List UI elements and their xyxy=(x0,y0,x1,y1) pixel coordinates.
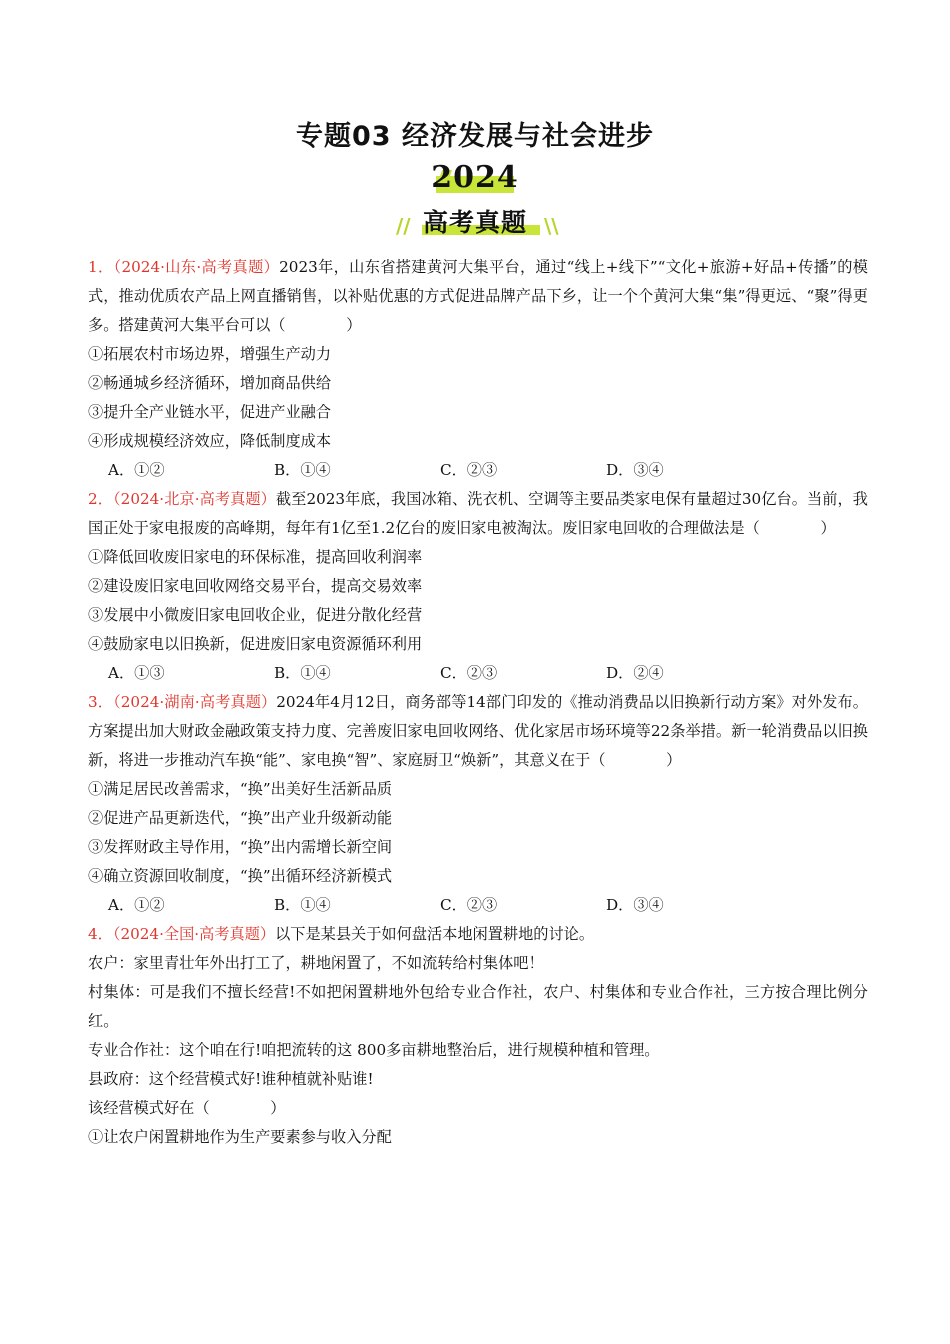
question-source: （2024·北京·高考真题） xyxy=(113,490,276,508)
question-text: 截至2023年底，我国冰箱、洗衣机、空调等主要品类家电保有量超过30亿台。当前，我国正处于家电报废的高峰期，每年有1亿至1.2亿台的废旧家电被淘汰。废旧家电回收的合理做法是（ ） xyxy=(88,490,868,537)
question-2-choices xyxy=(88,659,868,688)
question-number: 2． xyxy=(88,490,113,508)
choice-a: A．①② xyxy=(108,461,165,479)
question-list xyxy=(88,253,868,1152)
question-number: 4． xyxy=(88,925,113,943)
question-4-dialog: 村集体：可是我们不擅长经营!不如把闲置耕地外包给专业合作社，农户、村集体和专业合作社，三方按合理比例分红。 xyxy=(88,983,868,1030)
question-4-dialog: 县政府：这个经营模式好!谁种植就补贴谁! xyxy=(88,1070,374,1088)
question-1-item: ④形成规模经济效应，降低制度成本 xyxy=(88,432,331,450)
question-4-item: ①让农户闲置耕地作为生产要素参与收入分配 xyxy=(88,1128,392,1146)
question-text: 2024年4月12日，商务部等14部门印发的《推动消费品以旧换新行动方案》对外发布。方案提出加大财政金融政策支持力度、完善废旧家电回收网络、优化家居市场环境等22条举措。新一轮消费品以旧换新，将进一步推动汽车换“能”、家电换“智”、家庭厨卫“焕新”，其意义在于（ ） xyxy=(88,693,868,769)
choice-a: A．①③ xyxy=(108,664,165,682)
page-title: 专题03 经济发展与社会进步 xyxy=(296,121,654,152)
question-3-item: ①满足居民改善需求，“换”出美好生活新品质 xyxy=(88,780,393,798)
question-1-stem xyxy=(88,253,868,340)
choice-c: C．②③ xyxy=(440,664,498,682)
question-source: （2024·湖南·高考真题） xyxy=(113,693,277,711)
choice-c: C．②③ xyxy=(440,896,498,914)
choice-b: B．①④ xyxy=(274,896,331,914)
choice-d: D．②④ xyxy=(606,664,664,682)
question-number: 3． xyxy=(88,693,114,711)
question-2-stem xyxy=(88,485,868,543)
choice-d: D．③④ xyxy=(606,461,664,479)
question-2-item: ②建设废旧家电回收网络交易平台，提高交易效率 xyxy=(88,577,423,595)
section-badge: 高考真题 xyxy=(422,208,527,237)
question-number: 1． xyxy=(88,258,114,276)
choice-b: B．①④ xyxy=(274,664,331,682)
question-1-item: ②畅通城乡经济循环，增加商品供给 xyxy=(88,374,331,392)
choice-b: B．①④ xyxy=(274,461,331,479)
question-4-dialog: 专业合作社：这个咱在行!咱把流转的这 800多亩耕地整治后，进行规模种植和管理。 xyxy=(88,1041,660,1059)
choice-c: C．②③ xyxy=(440,461,498,479)
question-3-item: ③发挥财政主导作用，“换”出内需增长新空间 xyxy=(88,838,393,856)
question-2-item: ④鼓励家电以旧换新，促进废旧家电资源循环利用 xyxy=(88,635,423,653)
question-text: 2023年，山东省搭建黄河大集平台，通过“线上+线下”“文化+旅游+好品+传播”的模式，推动优质农产品上网直播销售，以补贴优惠的方式促进品牌产品下乡，让一个个黄河大集“集”得更远、“聚”得更多。搭建黄河大集平台可以（ ） xyxy=(88,258,868,334)
choice-a: A．①② xyxy=(108,896,165,914)
question-3-item: ④确立资源回收制度，“换”出循环经济新模式 xyxy=(88,867,393,885)
question-1-item: ①拓展农村市场边界，增强生产动力 xyxy=(88,345,331,363)
question-1-item: ③提升全产业链水平，促进产业融合 xyxy=(88,403,331,421)
badge-slash-left: // xyxy=(396,214,411,238)
question-4-dialog: 农户：家里青壮年外出打工了，耕地闲置了，不如流转给村集体吧！ xyxy=(88,954,544,972)
year-heading: 2024 xyxy=(431,160,519,195)
question-text: 以下是某县关于如何盘活本地闲置耕地的讨论。 xyxy=(275,925,595,943)
question-2-item: ③发展中小微废旧家电回收企业，促进分散化经营 xyxy=(88,606,423,624)
question-4-prompt: 该经营模式好在（ ） xyxy=(88,1099,286,1117)
question-source: （2024·山东·高考真题） xyxy=(113,258,280,276)
question-3-item: ②促进产品更新迭代，“换”出产业升级新动能 xyxy=(88,809,393,827)
question-1-choices xyxy=(88,456,868,485)
question-3-stem xyxy=(88,688,868,775)
question-4-stem xyxy=(88,920,868,949)
question-2-item: ①降低回收废旧家电的环保标准，提高回收利润率 xyxy=(88,548,423,566)
question-3-choices xyxy=(88,891,868,920)
question-source: （2024·全国·高考真题） xyxy=(112,925,276,943)
choice-d: D．③④ xyxy=(606,896,664,914)
badge-slash-right: \\ xyxy=(544,214,559,238)
